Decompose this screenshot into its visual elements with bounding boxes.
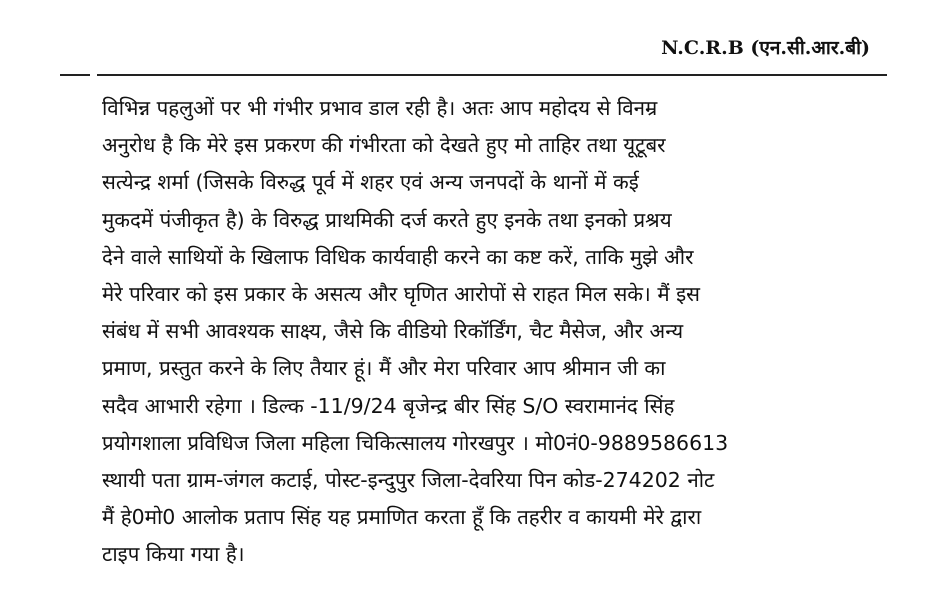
- letter-body: [102, 90, 882, 573]
- body-line: टाइप किया गया है।: [102, 542, 245, 567]
- body-line: स्थायी पता ग्राम-जंगल कटाई, पोस्ट-इन्दुपुर जिला-देवरिया पिन कोड-274202 नोट: [102, 467, 715, 492]
- header-divider-short: [60, 74, 90, 76]
- body-line: प्रमाण, प्रस्तुत करने के लिए तैयार हूं। मैं और मेरा परिवार आप श्रीमान जी का: [102, 356, 666, 381]
- body-line: मुकदमें पंजीकृत है) के विरुद्ध प्राथमिकी दर्ज करते हुए इनके तथा इनको प्रश्रय: [102, 207, 672, 232]
- page-title: N.C.R.B (एन.सी.आर.बी): [661, 37, 870, 59]
- body-line: प्रयोगशाला प्रविधिज जिला महिला चिकित्सालय गोरखपुर । मो0नं0-9889586613: [102, 430, 729, 455]
- body-line: अनुरोध है कि मेरे इस प्रकरण की गंभीरता को देखते हुए मो ताहिर तथा यूटूबर: [102, 133, 666, 158]
- header-divider-long: [97, 74, 887, 76]
- body-line: संबंध में सभी आवश्यक साक्ष्य, जैसे कि वीडियो रिकॉर्डिंग, चैट मैसेज, और अन्य: [102, 319, 684, 344]
- body-line: सत्येन्द्र शर्मा (जिसके विरुद्ध पूर्व में शहर एवं अन्य जनपदों के थानों में कई: [102, 170, 639, 195]
- body-line: सदैव आभारी रहेगा । डिल्क -11/9/24 बृजेन्द्र बीर सिंह S/O स्वरामानंद सिंह: [102, 393, 675, 418]
- body-line: मैं हे0मो0 आलोक प्रताप सिंह यह प्रमाणित करता हूँ कि तहरीर व कायमी मेरे द्वारा: [102, 505, 702, 530]
- body-line: विभिन्न पहलुओं पर भी गंभीर प्रभाव डाल रही है। अतः आप महोदय से विनम्र: [102, 96, 658, 120]
- body-line: मेरे परिवार को इस प्रकार के असत्य और घृणित आरोपों से राहत मिल सके। मैं इस: [102, 281, 701, 306]
- body-line: देने वाले साथियों के खिलाफ विधिक कार्यवाही करने का कष्ट करें, ताकि मुझे और: [102, 244, 694, 269]
